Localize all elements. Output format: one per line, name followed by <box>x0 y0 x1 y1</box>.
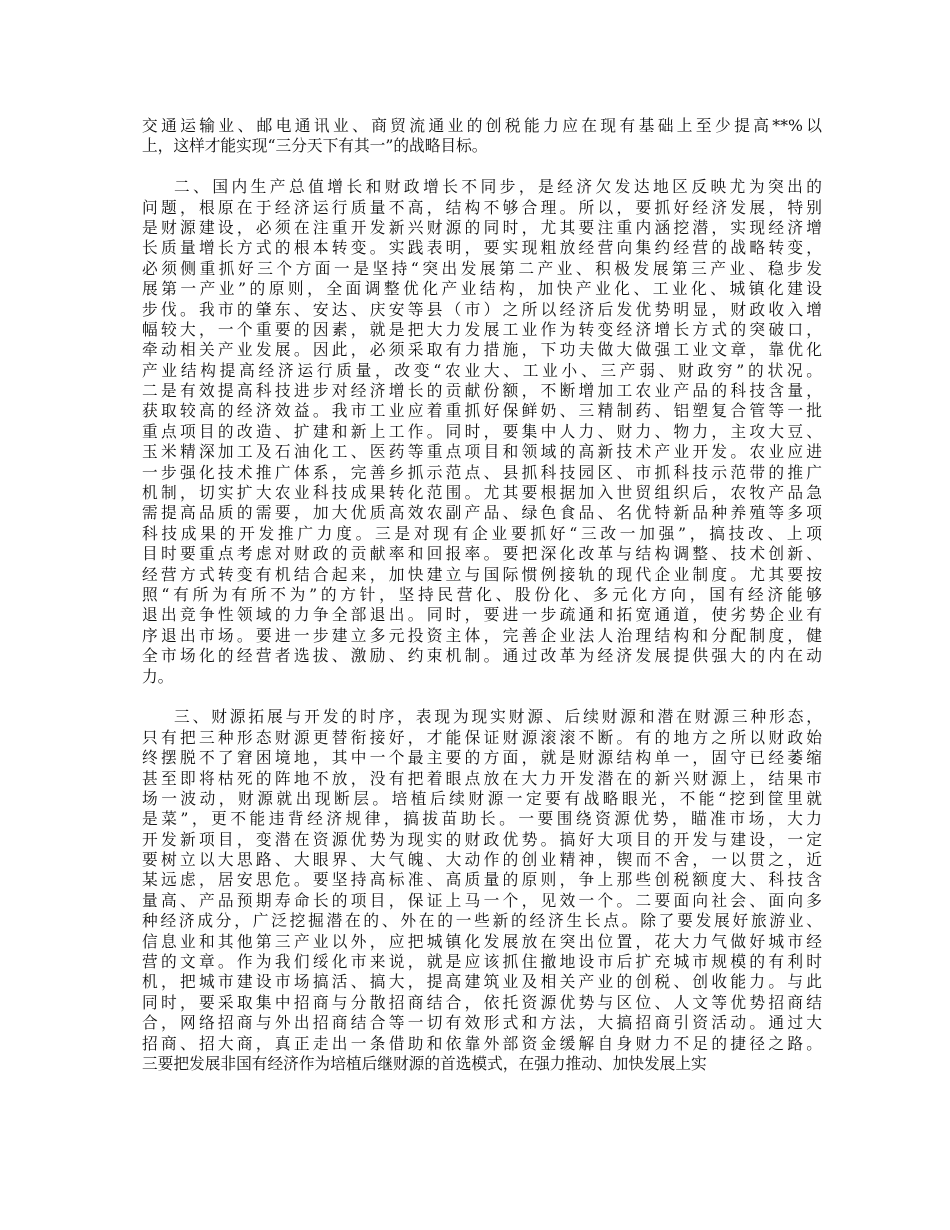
text-line: 力。 <box>142 666 174 686</box>
text-line: 全市场化的经营者选拔、激励、约束机制。通过改革为经济发展提供强大的内在动 <box>142 646 822 666</box>
text-line: 重点项目的改造、扩建和新上工作。同时，要集中人力、财力、物力，主攻大豆、 <box>142 421 822 441</box>
text-line: 上，这样才能实现“三分天下有其一”的战略目标。 <box>142 136 488 156</box>
paragraph-gap <box>142 157 822 177</box>
text-line: 甚至即将枯死的阵地不放，没有把着眼点放在大力开发潜在的新兴财源上，结果市 <box>142 768 822 788</box>
text-line: 招商、招大商，真正走出一条借助和依靠外部资金缓解自身财力不足的捷径之路。 <box>142 1033 822 1053</box>
text-line: 获取较高的经济效益。我市工业应着重抓好保鲜奶、三精制药、铝塑复合管等一批 <box>142 401 822 421</box>
text-line: 退出竞争性领域的力争全部退出。同时，要进一步疏通和拓宽通道，使劣势企业有 <box>142 605 822 625</box>
text-line: 牵动相关产业发展。因此，必须采取有力措施，下功夫做大做强工业文章，靠优化 <box>142 340 822 360</box>
text-line: 三、财源拓展与开发的时序，表现为现实财源、后续财源和潜在财源三种形态， <box>174 707 822 727</box>
text-line: 三要把发展非国有经济作为培植后继财源的首选模式，在强力推动、加快发展上实 <box>142 1053 707 1073</box>
text-line: 二是有效提高科技进步对经济增长的贡献份额，不断增加工农业产品的科技含量， <box>142 381 822 401</box>
text-line: 终摆脱不了窘困境地，其中一个最主要的方面，就是财源结构单一，固守已经萎缩 <box>142 748 822 768</box>
text-line: 序退出市场。要进一步建立多元投资主体，完善企业法人治理结构和分配制度，健 <box>142 625 822 645</box>
text-line: 机制，切实扩大农业科技成果转化范围。尤其要根据加入世贸组织后，农牧产品急 <box>142 483 822 503</box>
text-line: 必须侧重抓好三个方面一是坚持“突出发展第二产业、积极发展第三产业、稳步发 <box>142 258 822 278</box>
text-line: 步伐。我市的肇东、安达、庆安等县（市）之所以经济后发优势明显，财政收入增 <box>142 299 822 319</box>
text-line: 只有把三种形态财源更替衔接好，才能保证财源滚滚不断。有的地方之所以财政始 <box>142 727 822 747</box>
document-page <box>142 116 822 1074</box>
text-line: 玉米精深加工及石油化工、医药等重点项目和领域的高新技术产业开发。农业应进 <box>142 442 822 462</box>
text-line: 展第一产业”的原则，全面调整优化产业结构，加快产业化、工业化、城镇化建设 <box>142 279 822 299</box>
text-line: 机，把城市建设市场搞活、搞大，提高建筑业及相关产业的创税、创收能力。与此 <box>142 972 822 992</box>
text-line: 需提高品质的需要，加大优质高效农副产品、绿色食品、名优特新品种养殖等多项 <box>142 503 822 523</box>
text-line: 营的文章。作为我们绥化市来说，就是应该抓住撤地设市后扩充城市规模的有利时 <box>142 952 822 972</box>
text-line: 要树立以大思路、大眼界、大气魄、大动作的创业精神，锲而不舍，一以贯之，近 <box>142 850 822 870</box>
text-line: 幅较大，一个重要的因素，就是把大力发展工业作为转变经济增长方式的突破口， <box>142 319 822 339</box>
paragraph-3 <box>142 707 822 1074</box>
text-line: 交通运输业、邮电通讯业、商贸流通业的创税能力应在现有基础上至少提高**%以 <box>142 116 822 135</box>
text-line: 科技成果的开发推广力度。三是对现有企业要抓好“三改一加强”，搞技改、上项 <box>142 523 822 543</box>
text-line: 合，网络招商与外出招商结合等一切有效形式和方法，大搞招商引资活动。通过大 <box>142 1013 822 1033</box>
text-line: 是菜”，更不能违背经济规律，搞拔苗助长。一要围绕资源优势，瞄准市场，大力 <box>142 809 822 829</box>
text-line: 是财源建设，必须在注重开发新兴财源的同时，尤其要注重内涵挖潜，实现经济增 <box>142 217 822 237</box>
text-line: 问题，根原在于经济运行质量不高，结构不够合理。所以，要抓好经济发展，特别 <box>142 197 822 217</box>
text-line: 产业结构提高经济运行质量，改变“农业大、工业小、三产弱、财政穷”的状况。 <box>142 360 822 380</box>
paragraph-1 <box>142 116 822 157</box>
text-line: 某远虑，居安思危。要坚持高标准、高质量的原则，争上那些创税额度大、科技含 <box>142 870 822 890</box>
text-line: 照“有所为有所不为”的方针，坚持民营化、股份化、多元化方向，国有经济能够 <box>142 584 822 604</box>
text-line: 一步强化技术推广体系，完善乡抓示范点、县抓科技园区、市抓科技示范带的推广 <box>142 462 822 482</box>
paragraph-2 <box>142 177 822 687</box>
text-line: 二、国内生产总值增长和财政增长不同步，是经济欠发达地区反映尤为突出的 <box>174 177 822 197</box>
text-line: 种经济成分，广泛挖掘潜在的、外在的一些新的经济生长点。除了要发展好旅游业、 <box>142 911 822 931</box>
text-line: 场一波动，财源就出现断层。培植后续财源一定要有战略眼光，不能“挖到筐里就 <box>142 788 822 808</box>
text-line: 量高、产品预期寿命长的项目，保证上马一个，见效一个。二要面向社会、面向多 <box>142 890 822 910</box>
text-line: 经营方式转变有机结合起来，加快建立与国际惯例接轨的现代企业制度。尤其要按 <box>142 564 822 584</box>
text-line: 目时要重点考虑对财政的贡献率和回报率。要把深化改革与结构调整、技术创新、 <box>142 544 822 564</box>
paragraph-gap <box>142 687 822 707</box>
text-line: 长质量增长方式的根本转变。实践表明，要实现粗放经营向集约经营的战略转变， <box>142 238 822 258</box>
text-line: 同时，要采取集中招商与分散招商结合，依托资源优势与区位、人文等优势招商结 <box>142 992 822 1012</box>
text-line: 开发新项目，变潜在资源优势为现实的财政优势。搞好大项目的开发与建设，一定 <box>142 829 822 849</box>
text-line: 信息业和其他第三产业以外，应把城镇化发展放在突出位置，花大力气做好城市经 <box>142 931 822 951</box>
